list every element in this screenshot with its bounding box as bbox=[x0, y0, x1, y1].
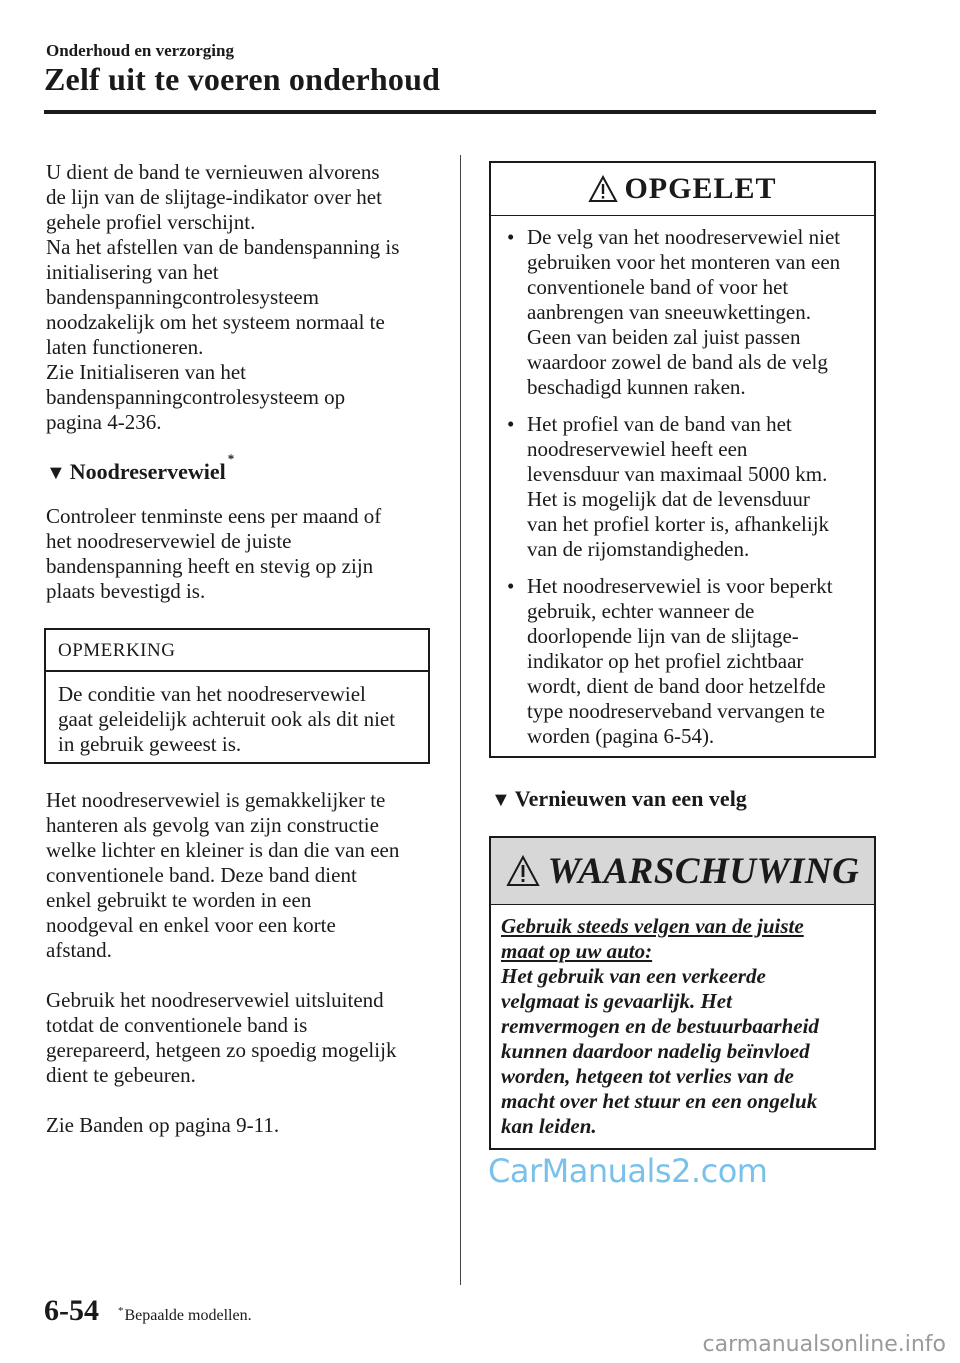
warning-lead: Gebruik steeds velgen van de juiste maat op uw auto: bbox=[501, 914, 804, 963]
watermark-logo: CarManuals2.com bbox=[488, 1152, 768, 1190]
warning-triangle-icon bbox=[506, 855, 540, 887]
warning-text: Het gebruik van een verkeerde velgmaat is gevaarlijk. Het remvermogen en de bestuurbaarheid kunnen daardoor nadelig beïnvloed worden, hetgeen tot verlies van de macht over het stuur en een ongeluk kan leiden. bbox=[501, 964, 819, 1138]
caution-item bbox=[501, 225, 866, 400]
warning-triangle-icon bbox=[588, 175, 618, 203]
page-number: 6-54 bbox=[44, 1294, 99, 1327]
spare-wheel-heading-text: Noodreservewiel bbox=[69, 459, 226, 484]
rim-heading bbox=[491, 786, 747, 814]
footnote bbox=[118, 1307, 252, 1325]
caution-item-text: De velg van het noodreservewiel niet gebruiken voor het monteren van een conventionele band of voor het aanbrengen van sneeuwkettingen. Geen van beiden zal juist passen waardoor zowel de band als de velg beschadigd kunnen raken. bbox=[527, 225, 841, 399]
warning-header bbox=[491, 838, 874, 905]
caution-box bbox=[489, 161, 876, 758]
caution-item-text: Het noodreservewiel is voor beperkt gebruik, echter wanneer de doorlopende lijn van de slijtage- indikator op het profiel zichtbaar wordt, dient de band door hetzelfde type noodreserveband vervangen te worden (pagina 6-54). bbox=[527, 574, 833, 748]
warning-box bbox=[489, 836, 876, 1150]
caution-title: OPGELET bbox=[624, 172, 777, 205]
bullet-icon: • bbox=[507, 412, 515, 436]
intro-paragraph: U dient de band te vernieuwen alvorens de lijn van de slijtage-indikator over het gehele profiel verschijnt. Na het afstellen van de bandenspanning is initialisering van het bandenspanningcontrolesysteem noodzakelijk om het systeem normaal te laten functioneren. Zie Initialiseren van het bandenspanningcontrolesysteem op pagina 4-236. bbox=[46, 160, 400, 434]
bullet-icon: • bbox=[507, 574, 515, 598]
heading-rule bbox=[44, 110, 876, 114]
note-divider bbox=[46, 670, 428, 672]
column-divider bbox=[460, 155, 461, 1285]
note-box bbox=[44, 628, 430, 764]
tire-reference-paragraph: Zie Banden op pagina 9-11. bbox=[46, 1113, 280, 1137]
section-label: Onderhoud en verzorging bbox=[46, 41, 234, 60]
construction-paragraph: Het noodreservewiel is gemakkelijker te hanteren als gevolg van zijn constructie welke lichter en kleiner is dan die van een conventionele band. Deze band dient enkel gebruikt te worden in een noodgeval en enkel voor een korte afstand. bbox=[46, 788, 400, 962]
caution-header bbox=[491, 163, 874, 216]
footnote-text: Bepaalde modellen. bbox=[124, 1307, 252, 1324]
page-title: Zelf uit te voeren onderhoud bbox=[44, 61, 441, 97]
note-text: De conditie van het noodreservewiel gaat geleidelijk achteruit ook als dit niet in gebruik geweest is. bbox=[58, 682, 396, 756]
caution-item bbox=[501, 412, 866, 562]
triangle-down-icon: ▼ bbox=[491, 789, 511, 811]
rim-heading-text: Vernieuwen van een velg bbox=[514, 786, 747, 811]
model-star: * bbox=[227, 451, 235, 466]
spare-wheel-heading bbox=[46, 451, 235, 487]
warning-title: WAARSCHUWING bbox=[547, 850, 860, 892]
usage-paragraph: Gebruik het noodreservewiel uitsluitend totdat de conventionele band is gerepareerd, hetgeen zo spoedig mogelijk dient te gebeuren. bbox=[46, 988, 397, 1087]
triangle-down-icon: ▼ bbox=[46, 462, 66, 484]
caution-list bbox=[501, 225, 866, 761]
spare-wheel-paragraph: Controleer tenminste eens per maand of het noodreservewiel de juiste bandenspanning heeft en stevig op zijn plaats bevestigd is. bbox=[46, 504, 382, 603]
caution-item bbox=[501, 574, 866, 749]
warning-body bbox=[501, 914, 861, 1139]
bullet-icon: • bbox=[507, 225, 515, 249]
note-title: OPMERKING bbox=[58, 640, 176, 661]
bottom-watermark: carmanualsonline.info bbox=[702, 1332, 946, 1357]
footnote-star: * bbox=[118, 1305, 124, 1317]
caution-item-text: Het profiel van de band van het noodreservewiel heeft een levensduur van maximaal 5000 km. Het is mogelijk dat de levensduur van het profiel korter is, afhankelijk van de rijomstandigheden. bbox=[527, 412, 830, 561]
